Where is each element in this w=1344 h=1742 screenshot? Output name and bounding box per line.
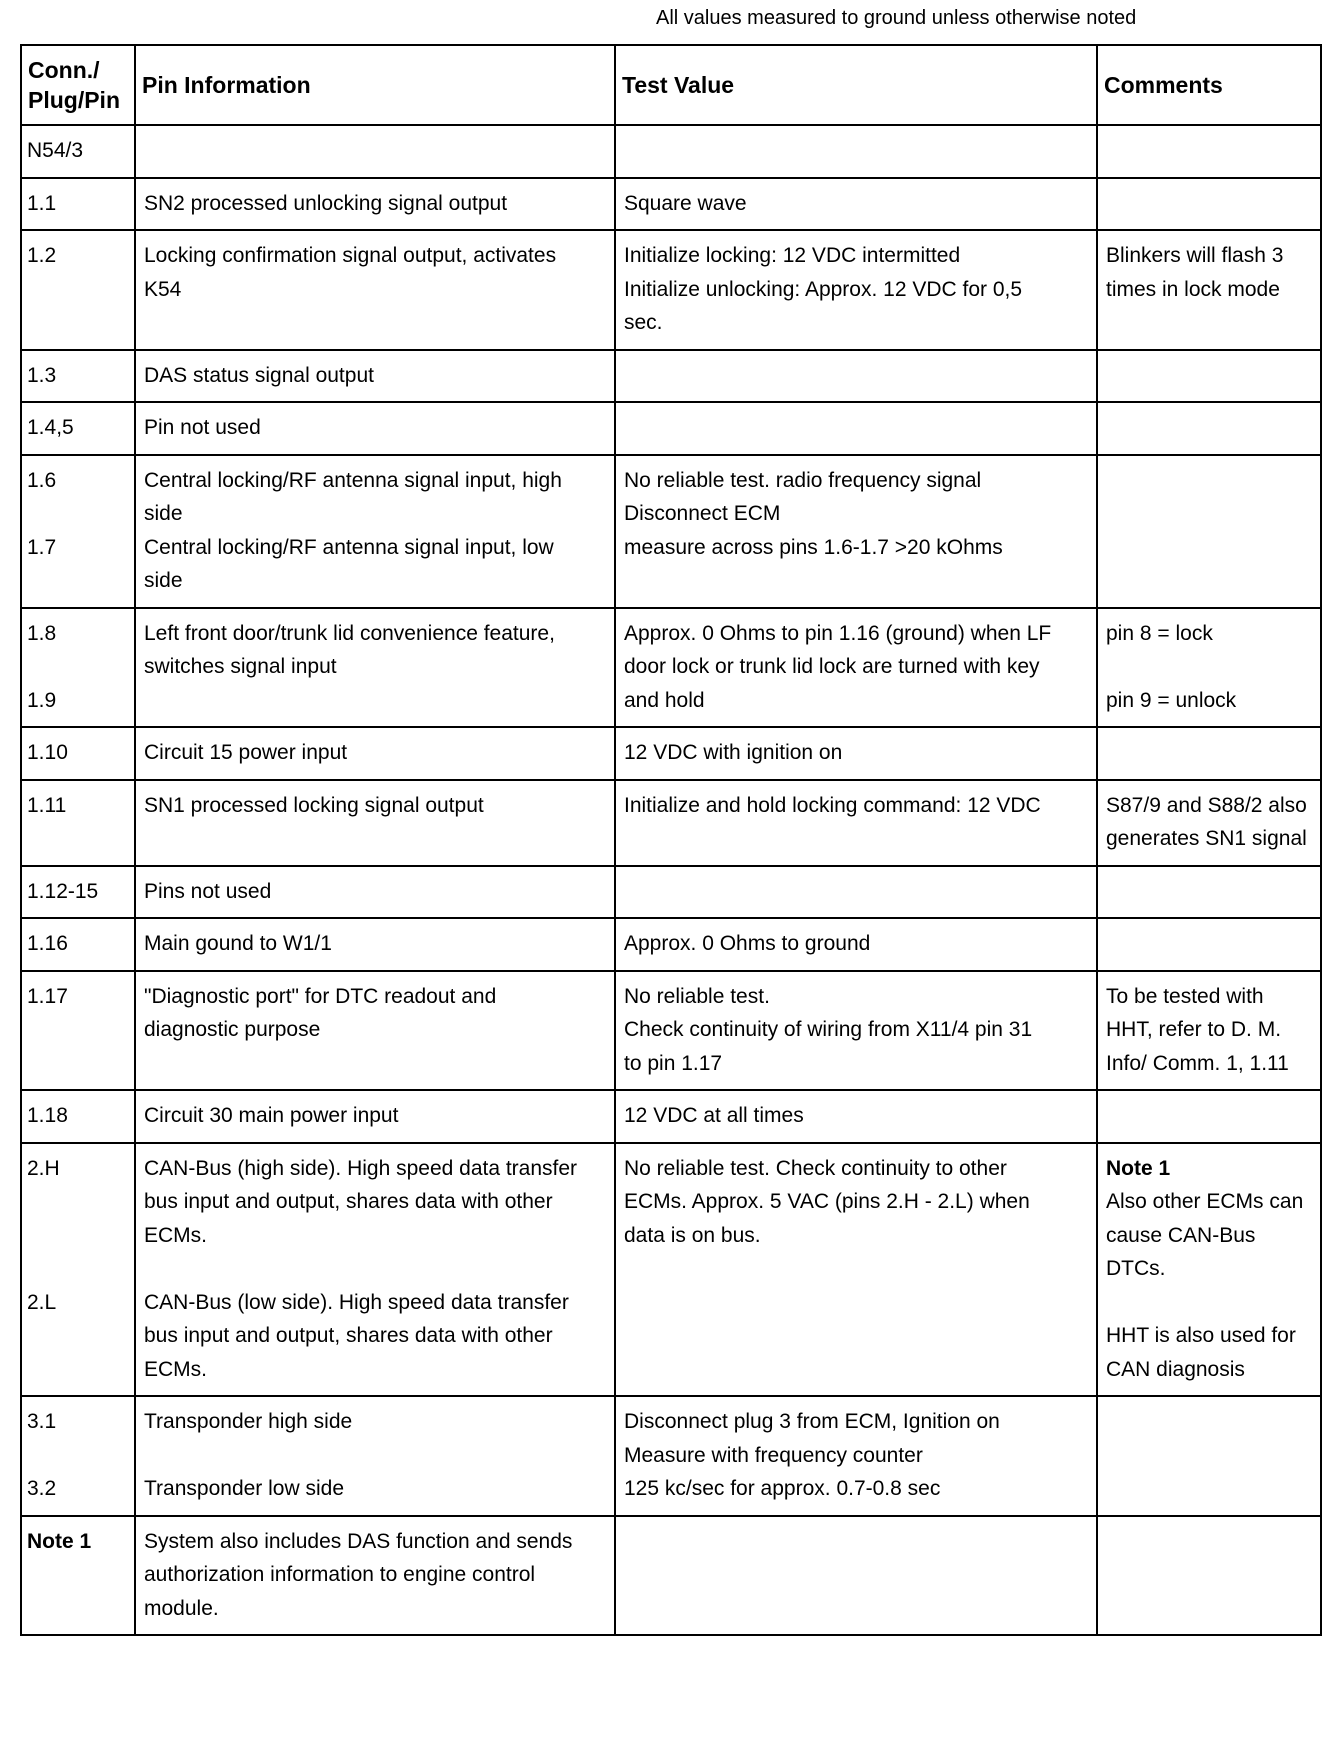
test-value-cell-line: Approx. 0 Ohms to ground xyxy=(624,932,871,955)
pin-cell-line: 1.10 xyxy=(27,741,68,764)
pin-cell-line: 1.4,5 xyxy=(27,416,74,439)
pin-cell-line: 1.9 xyxy=(27,688,57,712)
pin-cell-line: 1.12-15 xyxy=(27,879,99,903)
info-cell-line xyxy=(144,1252,608,1286)
info-cell xyxy=(135,125,615,178)
pin-cell-line: 1.2 xyxy=(27,244,57,267)
info-cell xyxy=(135,608,615,728)
table-row xyxy=(21,1516,1321,1636)
info-cell-line: module. xyxy=(144,1596,219,1620)
pin-cell-line: 3.2 xyxy=(27,1477,57,1500)
table-row xyxy=(21,971,1321,1091)
test-value-cell-line: Disconnect ECM xyxy=(624,502,781,525)
info-cell-line: Main gound to W1/1 xyxy=(144,932,332,955)
info-cell-line: Pin not used xyxy=(144,416,261,439)
test-value-cell-line: No reliable test. radio frequency signal xyxy=(624,468,982,492)
pin-cell-line: 1.6 xyxy=(27,468,57,492)
info-cell-line: side xyxy=(144,569,183,592)
pin-cell-line: 1.7 xyxy=(27,535,57,559)
info-cell-line: Pins not used xyxy=(144,879,272,903)
comments-cell-line: CAN diagnosis xyxy=(1106,1357,1245,1381)
comments-cell-line xyxy=(1106,1286,1314,1320)
comments-cell-line: cause CAN-Bus DTCs. xyxy=(1106,1223,1256,1280)
comments-cell xyxy=(1097,780,1321,866)
info-cell-line: SN1 processed locking signal output xyxy=(144,793,484,817)
pin-cell-line xyxy=(27,1219,128,1253)
test-value-cell-line: to pin 1.17 xyxy=(624,1051,723,1075)
comments-cell-line: times in lock mode xyxy=(1106,277,1280,301)
pin-cell xyxy=(21,125,135,178)
table-row xyxy=(21,455,1321,608)
test-value-cell-line: Measure with frequency counter xyxy=(624,1443,923,1467)
pin-cell-line: Note 1 xyxy=(27,1529,92,1553)
pin-cell-line xyxy=(27,497,128,531)
info-cell-line: Circuit 15 power input xyxy=(144,741,348,764)
comments-cell xyxy=(1097,125,1321,178)
info-cell-line: K54 xyxy=(144,277,182,301)
test-value-cell-line: door lock or trunk lid lock are turned with key xyxy=(624,655,1040,678)
column-header-info: Pin Information xyxy=(135,45,615,125)
comments-cell xyxy=(1097,1090,1321,1143)
column-header-pin-line: Conn./ xyxy=(28,57,100,83)
info-cell-line: Circuit 30 main power input xyxy=(144,1104,399,1127)
test-value-cell xyxy=(615,1396,1097,1516)
test-value-cell xyxy=(615,402,1097,455)
comments-cell xyxy=(1097,1516,1321,1636)
pin-cell-line: 1.17 xyxy=(27,984,68,1008)
pin-cell-line: 1.11 xyxy=(27,793,67,817)
table-row xyxy=(21,727,1321,780)
info-cell xyxy=(135,780,615,866)
pin-cell-line: 3.1 xyxy=(27,1410,57,1433)
comments-cell xyxy=(1097,971,1321,1091)
pin-cell xyxy=(21,230,135,350)
test-value-cell xyxy=(615,727,1097,780)
info-cell-line: diagnostic purpose xyxy=(144,1018,321,1041)
info-cell-line: ECMs. xyxy=(144,1357,207,1381)
comments-cell xyxy=(1097,1143,1321,1397)
info-cell xyxy=(135,230,615,350)
comments-cell xyxy=(1097,1396,1321,1516)
info-cell xyxy=(135,866,615,919)
table-header-row xyxy=(21,45,1321,125)
test-value-cell xyxy=(615,1143,1097,1397)
pin-cell xyxy=(21,1516,135,1636)
test-value-cell xyxy=(615,1516,1097,1636)
pin-cell-line: 2.H xyxy=(27,1156,60,1180)
comments-cell xyxy=(1097,866,1321,919)
info-cell-line: DAS status signal output xyxy=(144,363,374,387)
test-value-cell-line: Square wave xyxy=(624,191,747,215)
pin-cell xyxy=(21,1143,135,1397)
table-row xyxy=(21,230,1321,350)
comments-cell-line: pin 8 = lock xyxy=(1106,621,1213,645)
test-value-cell-line: 12 VDC at all times xyxy=(624,1104,804,1127)
header-note: All values measured to ground unless otherwise noted xyxy=(656,7,1137,29)
info-cell xyxy=(135,918,615,971)
info-cell xyxy=(135,1396,615,1516)
info-cell-line: "Diagnostic port" for DTC readout and xyxy=(144,984,497,1008)
column-header-pin xyxy=(21,45,135,125)
info-cell-line: bus input and output, shares data with other xyxy=(144,1190,553,1213)
test-value-cell-line: ECMs. Approx. 5 VAC (pins 2.H - 2.L) when xyxy=(624,1190,1030,1213)
test-value-cell xyxy=(615,918,1097,971)
info-cell-line: Central locking/RF antenna signal input, low xyxy=(144,535,554,559)
pin-cell xyxy=(21,971,135,1091)
test-value-cell-line: Check continuity of wiring from X11/4 pin 31 xyxy=(624,1018,1033,1041)
table-row xyxy=(21,780,1321,866)
info-cell xyxy=(135,1143,615,1397)
pin-cell xyxy=(21,727,135,780)
test-value-cell-line: Initialize and hold locking command: 12 VDC xyxy=(624,793,1041,817)
info-cell xyxy=(135,402,615,455)
test-value-cell-line: 125 kc/sec for approx. 0.7-0.8 sec xyxy=(624,1477,941,1500)
comments-cell-line: Note 1 xyxy=(1106,1156,1171,1180)
pin-cell xyxy=(21,402,135,455)
test-value-cell xyxy=(615,455,1097,608)
table-row xyxy=(21,402,1321,455)
comments-cell xyxy=(1097,608,1321,728)
table-row xyxy=(21,178,1321,231)
test-value-cell-line: No reliable test. Check continuity to other xyxy=(624,1156,1007,1180)
comments-cell-line: Also other ECMs can xyxy=(1106,1190,1304,1213)
info-cell-line: Left front door/trunk lid convenience feature, xyxy=(144,621,555,645)
info-cell-line: side xyxy=(144,502,183,525)
table-row xyxy=(21,1143,1321,1397)
pin-cell-line: 1.3 xyxy=(27,363,57,387)
pin-table xyxy=(20,44,1322,1636)
pin-cell xyxy=(21,350,135,403)
comments-cell-line: HHT, refer to D. M. xyxy=(1106,1018,1282,1041)
comments-cell xyxy=(1097,402,1321,455)
test-value-cell xyxy=(615,780,1097,866)
comments-cell xyxy=(1097,727,1321,780)
info-cell-line: Transponder low side xyxy=(144,1477,344,1500)
test-value-cell-line: 12 VDC with ignition on xyxy=(624,741,843,764)
comments-cell-line: HHT is also used for xyxy=(1106,1324,1296,1347)
comments-cell-line xyxy=(1106,650,1314,684)
info-cell xyxy=(135,971,615,1091)
pin-cell-line xyxy=(27,1252,128,1286)
pin-cell xyxy=(21,780,135,866)
info-cell-line xyxy=(144,1439,608,1473)
test-value-cell xyxy=(615,178,1097,231)
table-row xyxy=(21,1396,1321,1516)
table-row xyxy=(21,350,1321,403)
pin-cell-line: 1.1 xyxy=(27,191,57,215)
column-header-pin-line: Plug/Pin xyxy=(28,87,120,113)
info-cell xyxy=(135,727,615,780)
comments-cell-line: generates SN1 signal xyxy=(1106,827,1307,850)
info-cell-line: Central locking/RF antenna signal input, high xyxy=(144,468,562,492)
info-cell-line: switches signal input xyxy=(144,655,337,678)
pin-cell xyxy=(21,866,135,919)
info-cell-line: bus input and output, shares data with other xyxy=(144,1324,553,1347)
test-value-cell xyxy=(615,350,1097,403)
pin-cell xyxy=(21,1396,135,1516)
info-cell-line: CAN-Bus (high side). High speed data transfer xyxy=(144,1156,578,1180)
pin-cell-line: 1.8 xyxy=(27,621,57,645)
test-value-cell-line: measure across pins 1.6-1.7 >20 kOhms xyxy=(624,535,1003,559)
test-value-cell-line: Disconnect plug 3 from ECM, Ignition on xyxy=(624,1410,1000,1433)
info-cell xyxy=(135,350,615,403)
pin-cell xyxy=(21,455,135,608)
table-row xyxy=(21,125,1321,178)
test-value-cell xyxy=(615,230,1097,350)
test-value-cell-line: Initialize unlocking: Approx. 12 VDC for 0,5 xyxy=(624,277,1023,301)
info-cell-line: SN2 processed unlocking signal output xyxy=(144,191,508,215)
info-cell-line: CAN-Bus (low side). High speed data transfer xyxy=(144,1290,569,1314)
test-value-cell xyxy=(615,866,1097,919)
pin-cell-line: 2.L xyxy=(27,1290,57,1314)
pin-cell-line: 1.16 xyxy=(27,932,68,955)
pin-cell-line: N54/3 xyxy=(27,139,84,162)
test-value-cell xyxy=(615,125,1097,178)
test-value-cell xyxy=(615,608,1097,728)
test-value-cell-line: sec. xyxy=(624,311,663,334)
test-value-cell-line: No reliable test. xyxy=(624,984,770,1008)
comments-cell xyxy=(1097,178,1321,231)
info-cell-line: ECMs. xyxy=(144,1223,207,1247)
comments-cell xyxy=(1097,455,1321,608)
test-value-cell-line: Approx. 0 Ohms to pin 1.16 (ground) when LF xyxy=(624,621,1052,645)
comments-cell xyxy=(1097,350,1321,403)
pin-cell xyxy=(21,178,135,231)
comments-cell-line: To be tested with xyxy=(1106,984,1264,1008)
pin-cell-line xyxy=(27,1185,128,1219)
comments-cell xyxy=(1097,918,1321,971)
pin-cell-line: 1.18 xyxy=(27,1104,68,1127)
test-value-cell-line: and hold xyxy=(624,688,705,712)
info-cell-line: System also includes DAS function and sends xyxy=(144,1529,573,1553)
table-row xyxy=(21,608,1321,728)
info-cell xyxy=(135,1516,615,1636)
column-header-test: Test Value xyxy=(615,45,1097,125)
table-row xyxy=(21,918,1321,971)
info-cell-line: Locking confirmation signal output, activates xyxy=(144,244,557,267)
info-cell xyxy=(135,178,615,231)
pin-cell-line xyxy=(27,650,128,684)
table-row xyxy=(21,866,1321,919)
pin-cell xyxy=(21,608,135,728)
test-value-cell-line: data is on bus. xyxy=(624,1223,761,1247)
info-cell-line: authorization information to engine control xyxy=(144,1563,536,1586)
test-value-cell-line: Initialize locking: 12 VDC intermitted xyxy=(624,244,961,267)
info-cell xyxy=(135,455,615,608)
comments-cell-line: Info/ Comm. 1, 1.11 xyxy=(1106,1051,1289,1075)
comments-cell-line: pin 9 = unlock xyxy=(1106,688,1237,712)
comments-cell-line: S87/9 and S88/2 also xyxy=(1106,793,1307,817)
pin-cell xyxy=(21,1090,135,1143)
pin-cell xyxy=(21,918,135,971)
pin-cell-line xyxy=(27,1439,128,1473)
info-cell-line: Transponder high side xyxy=(144,1410,353,1433)
test-value-cell xyxy=(615,971,1097,1091)
info-cell xyxy=(135,1090,615,1143)
column-header-comments: Comments xyxy=(1097,45,1321,125)
comments-cell xyxy=(1097,230,1321,350)
table-row xyxy=(21,1090,1321,1143)
test-value-cell xyxy=(615,1090,1097,1143)
comments-cell-line: Blinkers will flash 3 xyxy=(1106,244,1284,267)
